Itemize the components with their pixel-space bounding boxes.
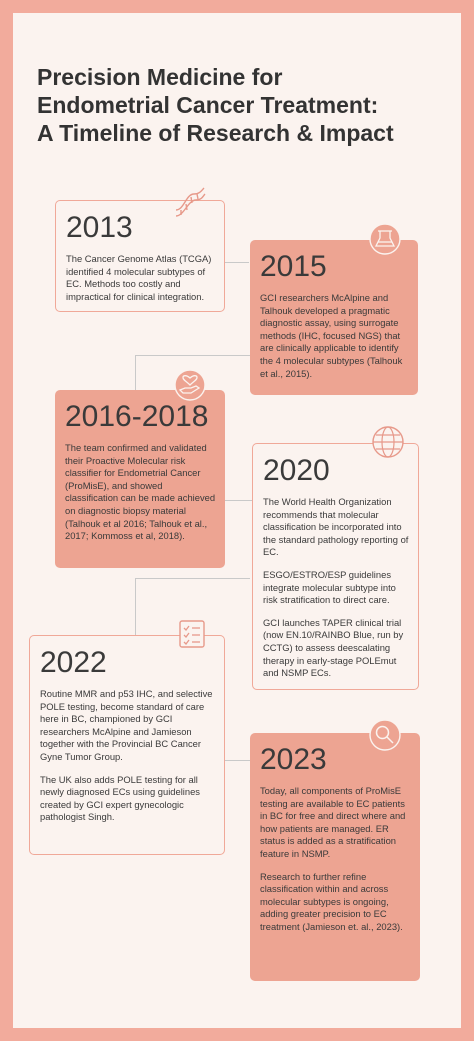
checklist-icon xyxy=(176,618,208,650)
card-paragraph: Research to further refine classification within and across molecular subtypes is ongoing, adding greater precision to EC treatment (Jamieson et. al., 2023). xyxy=(260,870,403,932)
timeline-card-2020 xyxy=(252,443,419,690)
timeline-card-2022 xyxy=(29,635,225,855)
title-line-1: Precision Medicine for xyxy=(37,64,283,90)
card-paragraph: ESGO/ESTRO/ESP guidelines integrate molecular subtype into risk stratification to direct care. xyxy=(263,568,396,606)
card-paragraph: The World Health Organization recommends that molecular classification be incorporated into the standard pathology reporting of EC. xyxy=(263,496,409,558)
connector-2016-2020 xyxy=(225,500,252,501)
card-paragraph: The UK also adds POLE testing for all newly diagnosed ECs using guidelines created by GCI expert gynecologic pathologist Singh. xyxy=(40,773,200,823)
card-paragraph: GCI researchers McAlpine and Talhouk developed a pragmatic diagnostic assay, using surrogate methods (IHC, focused NGS) that are clinically applicable to identify the 4 molecular subtypes (Talhouk et al., 2015). xyxy=(260,292,403,379)
title-line-3: A Timeline of Research & Impact xyxy=(37,120,394,146)
magnifier-icon xyxy=(368,718,402,752)
card-paragraph: GCI launches TAPER clinical trial (now EN.10/RAINBO Blue, run by CCTG) to assess deescalating therapy in early-stage POLEmut and NSMP ECs. xyxy=(263,616,404,679)
lab-icon xyxy=(368,222,402,256)
year-label: 2020 xyxy=(263,454,330,487)
connector-2013-2015 xyxy=(225,262,249,263)
timeline-card-2023 xyxy=(250,733,420,981)
globe-icon xyxy=(371,425,405,459)
year-label: 2022 xyxy=(40,646,107,679)
card-paragraph: The team confirmed and validated their Proactive Molecular risk classifier for Endometrial Cancer (ProMisE), and showed classification can be made achieved on diagnostic biopsy material (Talhouk et al 2016; Talhouk et al., 2017; Kommoss et al, 2018). xyxy=(65,442,216,542)
year-label: 2015 xyxy=(260,250,327,283)
timeline-card-2015 xyxy=(250,240,418,395)
connector-2022-2023 xyxy=(225,760,250,761)
page-title xyxy=(37,63,457,147)
card-paragraph: The Cancer Genome Atlas (TCGA) identified 4 molecular subtypes of EC. Methods too costly and impractical for clinical integration. xyxy=(66,253,212,302)
heart-hand-icon xyxy=(173,368,207,402)
year-label: 2023 xyxy=(260,743,327,776)
year-label: 2013 xyxy=(66,211,133,244)
year-label: 2016-2018 xyxy=(65,400,209,433)
timeline-card-2016-2018 xyxy=(55,390,225,568)
card-paragraph: Today, all components of ProMisE testing are available to EC patients in BC for free and direct where and how patients are managed. ER status is added as a stratification feature in NSMP. xyxy=(260,785,406,859)
card-paragraph: Routine MMR and p53 IHC, and selective POLE testing, become standard of care here in BC, championed by GCI researchers McAlpine and Jamieson together with the Provincial BC Cancer Gyne Tumor Group. xyxy=(40,688,213,762)
title-line-2: Endometrial Cancer Treatment: xyxy=(37,92,379,118)
dna-icon xyxy=(172,184,208,220)
